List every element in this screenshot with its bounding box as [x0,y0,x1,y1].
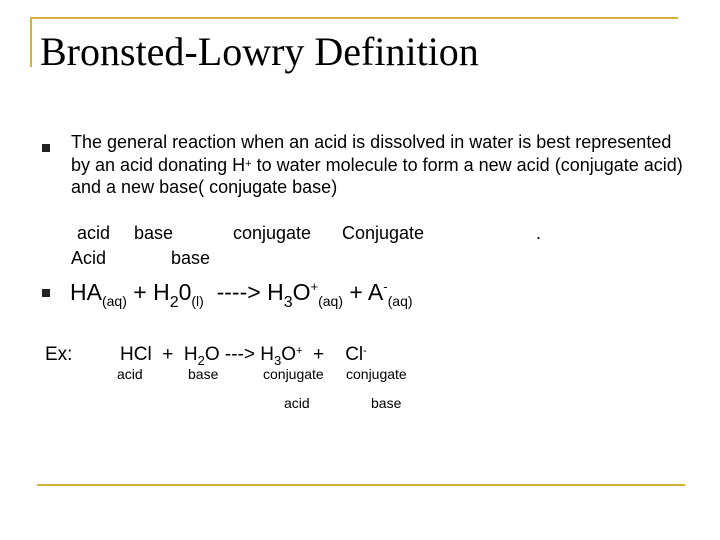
ex-label-conjugate: conjugate [263,366,324,382]
example-label: Ex: [45,344,73,365]
ex-plus-cl: + Cl [302,344,364,365]
example-equation [120,344,367,366]
bullet-1-text-part-b: to water molecule to form a new acid (conjugate acid) and a new base( conjugate base) [71,154,683,197]
eq-o: O [292,279,311,305]
title-accent-top-rule [30,17,678,19]
ex-label-conjugate-2: conjugate [346,366,407,382]
eq-plus-a: + A [342,279,384,305]
eq-plus-h: + H [126,279,170,305]
label-acid-capital: Acid [71,248,107,268]
label-base-2: base [171,248,211,268]
ex-o: O [281,344,296,365]
general-equation [70,279,413,311]
ex-label-acid-2: acid [284,395,310,411]
eq-h2o-subscript: 2 [169,294,179,311]
eq-ha: HA [70,279,102,305]
bullet-square-icon [42,144,50,152]
label-period: . [536,223,542,243]
bullet-1-text-part-a: The general reaction when an acid is dissolved in water is best represented by an acid donating H [71,132,672,175]
ex-h2o-subscript: 2 [197,353,205,368]
ex-cl-superscript: - [363,345,367,357]
eq-arrow: ----> H [203,279,284,305]
ex-arrow: O ---> H [204,344,274,365]
ex-label-base: base [188,366,219,382]
title-accent-vertical-rule [30,17,32,67]
eq-h3o-state: (aq) [318,293,343,309]
label-conjugate-capital: Conjugate [342,223,425,243]
ex-label-base-2: base [371,395,402,411]
ex-h3o-superscript: + [296,345,303,357]
bullet-square-icon [42,289,50,297]
footer-accent-rule [37,484,685,486]
eq-a-superscript: - [383,279,388,294]
label-acid: acid [77,223,111,243]
eq-h3o-subscript: 3 [283,294,293,311]
slide-title: Bronsted-Lowry Definition [40,29,479,74]
eq-water-state: (l) [191,293,204,309]
label-conjugate: conjugate [233,223,312,243]
eq-a-state: (aq) [387,293,413,309]
eq-zero: 0 [178,279,192,305]
ex-h3o-subscript: 3 [273,353,282,368]
ex-label-acid: acid [117,366,143,382]
eq-h3o-superscript: + [310,279,319,294]
ex-hcl: HCl + H [120,344,198,365]
h-plus-superscript: + [245,157,252,170]
label-base: base [134,223,174,243]
eq-ha-state: (aq) [101,293,127,309]
bullet-1-text [71,131,691,199]
